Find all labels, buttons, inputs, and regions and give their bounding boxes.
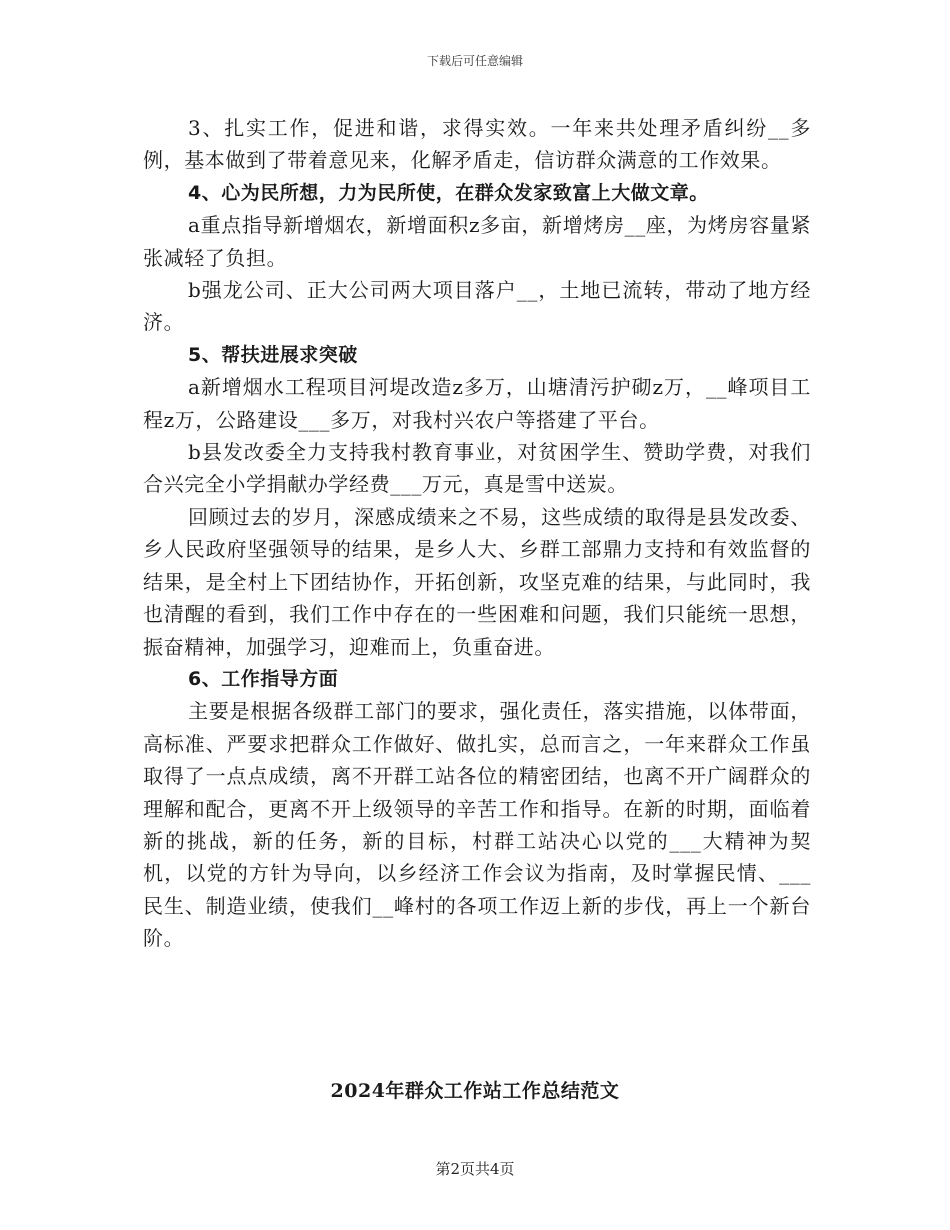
section-heading-5: 5、帮扶进展求突破: [188, 343, 358, 366]
paragraph-item-5b: b县发改委全力支持我村教育事业，对贫困学生、赞助学费，对我们合兴完全小学捐献办学经费___万元，真是雪中送炭。: [143, 440, 811, 497]
section-heading-4: 4、心为民所想，力为民所使，在群众发家致富上大做文章。: [188, 181, 709, 204]
paragraph-item-5a: a新增烟水工程项目河堤改造z多万，山塘清污护砌z万，__峰项目工程z万，公路建设___多万，对我村兴农户等搭建了平台。: [143, 375, 811, 432]
document-body: [143, 112, 811, 955]
page-header-note: 下载后可任意编辑: [426, 54, 523, 68]
paragraph-item-6: 主要是根据各级群工部门的要求，强化责任，落实措施，以体带面，高标准、严要求把群众工作做好、做扎实，总而言之，一年来群众工作虽取得了一点点成绩，离不开群工站各位的精密团结，也离不开广阔群众的理解和配合，更离不开上级领导的辛苦工作和指导。在新的时期，面临着新的挑战，新的任务，新的目标，村群工站决心以党的___大精神为契机，以党的方针为导向，以乡经济工作会议为指南，及时掌握民情、___民生、制造业绩，使我们__峰村的各项工作迈上新的步伐，再上一个新台阶。: [143, 699, 811, 951]
section-heading-6: 6、工作指导方面: [188, 667, 339, 690]
paragraph-item-4b: b强龙公司、正大公司两大项目落户__，土地已流转，带动了地方经济。: [143, 278, 811, 335]
document-title: 2024年群众工作站工作总结范文: [330, 1080, 620, 1102]
paragraph-item-4a: a重点指导新增烟农，新增面积z多亩，新增烤房__座，为烤房容量紧张减轻了负担。: [143, 213, 811, 270]
paragraph-item-3: 3、扎实工作，促进和谐，求得实效。一年来共处理矛盾纠纷__多例，基本做到了带着意见来，化解矛盾走，信访群众满意的工作效果。: [143, 116, 811, 173]
paragraph-review: 回顾过去的岁月，深感成绩来之不易，这些成绩的取得是县发改委、乡人民政府坚强领导的结果，是乡人大、乡群工部鼎力支持和有效监督的结果，是全村上下团结协作，开拓创新，攻坚克难的结果，与此同时，我也清醒的看到，我们工作中存在的一些困难和问题，我们只能统一思想，振奋精神，加强学习，迎难而上，负重奋进。: [143, 504, 811, 659]
page-footer-page-number: 第2页共4页: [435, 1160, 515, 1178]
